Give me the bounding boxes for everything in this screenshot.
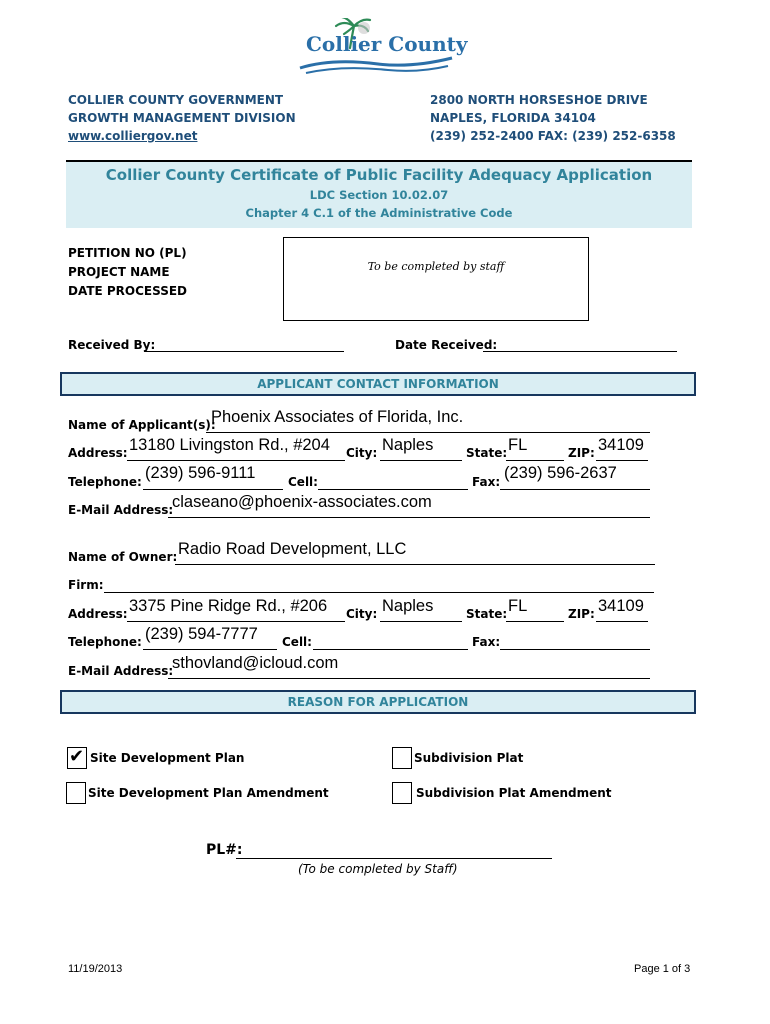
owner-city-field[interactable]: Naples: [382, 597, 434, 615]
admin-code: Chapter 4 C.1 of the Administrative Code: [245, 206, 513, 220]
applicant-name-label: Name of Applicant(s):: [68, 418, 216, 432]
street-address: 2800 NORTH HORSESHOE DRIVE: [430, 93, 648, 107]
applicant-address-label: Address:: [68, 446, 128, 460]
date-received-field[interactable]: [483, 351, 677, 352]
ldc-section: LDC Section 10.02.07: [309, 188, 449, 202]
title-box: [66, 160, 692, 228]
applicant-section-title: APPLICANT CONTACT INFORMATION: [257, 377, 499, 391]
applicant-address-line: [127, 460, 345, 461]
owner-cell-label: Cell:: [282, 635, 312, 649]
owner-address-field[interactable]: 3375 Pine Ridge Rd., #206: [129, 597, 328, 615]
page-number: Page 1 of 3: [634, 963, 691, 975]
applicant-zip-field[interactable]: 34109: [598, 436, 644, 454]
received-by-field[interactable]: [144, 351, 344, 352]
applicant-telephone-line: [143, 489, 283, 490]
site-development-plan-label: Site Development Plan: [90, 751, 245, 765]
applicant-telephone-label: Telephone:: [68, 475, 142, 489]
logo-text: Collier County: [306, 32, 468, 56]
applicant-fax-line: [500, 489, 650, 490]
address-block: [430, 91, 676, 145]
staff-note: To be completed by staff: [367, 260, 505, 273]
owner-name-label: Name of Owner:: [68, 550, 178, 564]
footer-date: 11/19/2013: [68, 963, 123, 975]
owner-city-label: City:: [346, 607, 378, 621]
owner-zip-label: ZIP:: [568, 607, 595, 621]
owner-name-line: [175, 564, 655, 565]
project-name-label: PROJECT NAME: [68, 265, 170, 279]
plat-amendment-label: Subdivision Plat Amendment: [416, 786, 612, 800]
pl-staff-note: (To be completed by Staff): [298, 862, 458, 876]
owner-name-field[interactable]: Radio Road Development, LLC: [178, 540, 407, 558]
applicant-state-line: [506, 460, 564, 461]
applicant-city-line: [380, 460, 462, 461]
collier-county-logo: [292, 18, 468, 76]
owner-cell-line: [313, 649, 468, 650]
applicant-email-field[interactable]: claseano@phoenix-associates.com: [172, 493, 432, 511]
org-name: COLLIER COUNTY GOVERNMENT: [68, 93, 284, 107]
owner-fax-label: Fax:: [472, 635, 501, 649]
applicant-zip-label: ZIP:: [568, 446, 595, 460]
form-title: Collier County Certificate of Public Facility Adequacy Application: [105, 166, 653, 184]
applicant-city-field[interactable]: Naples: [382, 436, 434, 454]
owner-zip-field[interactable]: 34109: [598, 597, 644, 615]
applicant-name-line: [206, 432, 650, 433]
reason-section-title: REASON FOR APPLICATION: [287, 695, 469, 709]
subdivision-plat-label: Subdivision Plat: [414, 751, 524, 765]
applicant-fax-field[interactable]: (239) 596-2637: [504, 464, 617, 482]
checkmark-icon: ✔: [69, 746, 85, 767]
owner-address-line: [127, 621, 345, 622]
owner-telephone-field[interactable]: (239) 594-7777: [145, 625, 258, 643]
applicant-email-line: [168, 517, 650, 518]
owner-telephone-line: [143, 649, 277, 650]
owner-state-line: [506, 621, 564, 622]
city-state-zip: NAPLES, FLORIDA 34104: [430, 111, 596, 125]
applicant-zip-line: [596, 460, 648, 461]
division-name: GROWTH MANAGEMENT DIVISION: [68, 111, 296, 125]
applicant-email-label: E-Mail Address:: [68, 503, 174, 517]
applicant-city-label: City:: [346, 446, 378, 460]
petition-label: PETITION NO (PL): [68, 246, 187, 260]
site-development-plan-checkbox[interactable]: [67, 747, 87, 769]
website-link[interactable]: www.colliergov.net: [68, 129, 198, 143]
applicant-state-label: State:: [466, 446, 508, 460]
owner-state-label: State:: [466, 607, 508, 621]
pl-number-field[interactable]: [236, 858, 552, 859]
applicant-state-field[interactable]: FL: [508, 436, 528, 454]
pl-number-label: PL#:: [206, 842, 243, 858]
applicant-telephone-field[interactable]: (239) 596-9111: [145, 464, 256, 482]
applicant-cell-label: Cell:: [288, 475, 318, 489]
owner-state-field[interactable]: FL: [508, 597, 528, 615]
plat-amendment-checkbox[interactable]: [392, 782, 412, 804]
owner-email-label: E-Mail Address:: [68, 664, 174, 678]
staff-box: [283, 237, 589, 321]
applicant-section-header: [60, 372, 696, 396]
owner-fax-line: [500, 649, 650, 650]
applicant-name-field[interactable]: Phoenix Associates of Florida, Inc.: [211, 408, 464, 426]
org-block: [68, 91, 296, 145]
owner-telephone-label: Telephone:: [68, 635, 142, 649]
date-received-label: Date Received:: [395, 338, 498, 352]
sdp-amendment-checkbox[interactable]: [66, 782, 86, 804]
owner-address-label: Address:: [68, 607, 128, 621]
received-by-label: Received By:: [68, 338, 156, 352]
owner-firm-line: [104, 592, 654, 593]
owner-email-field[interactable]: sthovland@icloud.com: [172, 654, 339, 672]
phone-fax: (239) 252-2400 FAX: (239) 252-6358: [430, 129, 676, 143]
subdivision-plat-checkbox[interactable]: [392, 747, 412, 769]
sdp-amendment-label: Site Development Plan Amendment: [88, 786, 329, 800]
reason-section-header: [60, 690, 696, 714]
owner-zip-line: [596, 621, 648, 622]
owner-email-line: [168, 678, 650, 679]
applicant-address-field[interactable]: 13180 Livingston Rd., #204: [129, 436, 330, 454]
owner-firm-label: Firm:: [68, 578, 104, 592]
applicant-cell-line: [318, 489, 468, 490]
applicant-fax-label: Fax:: [472, 475, 501, 489]
owner-city-line: [380, 621, 462, 622]
date-processed-label: DATE PROCESSED: [68, 284, 188, 298]
